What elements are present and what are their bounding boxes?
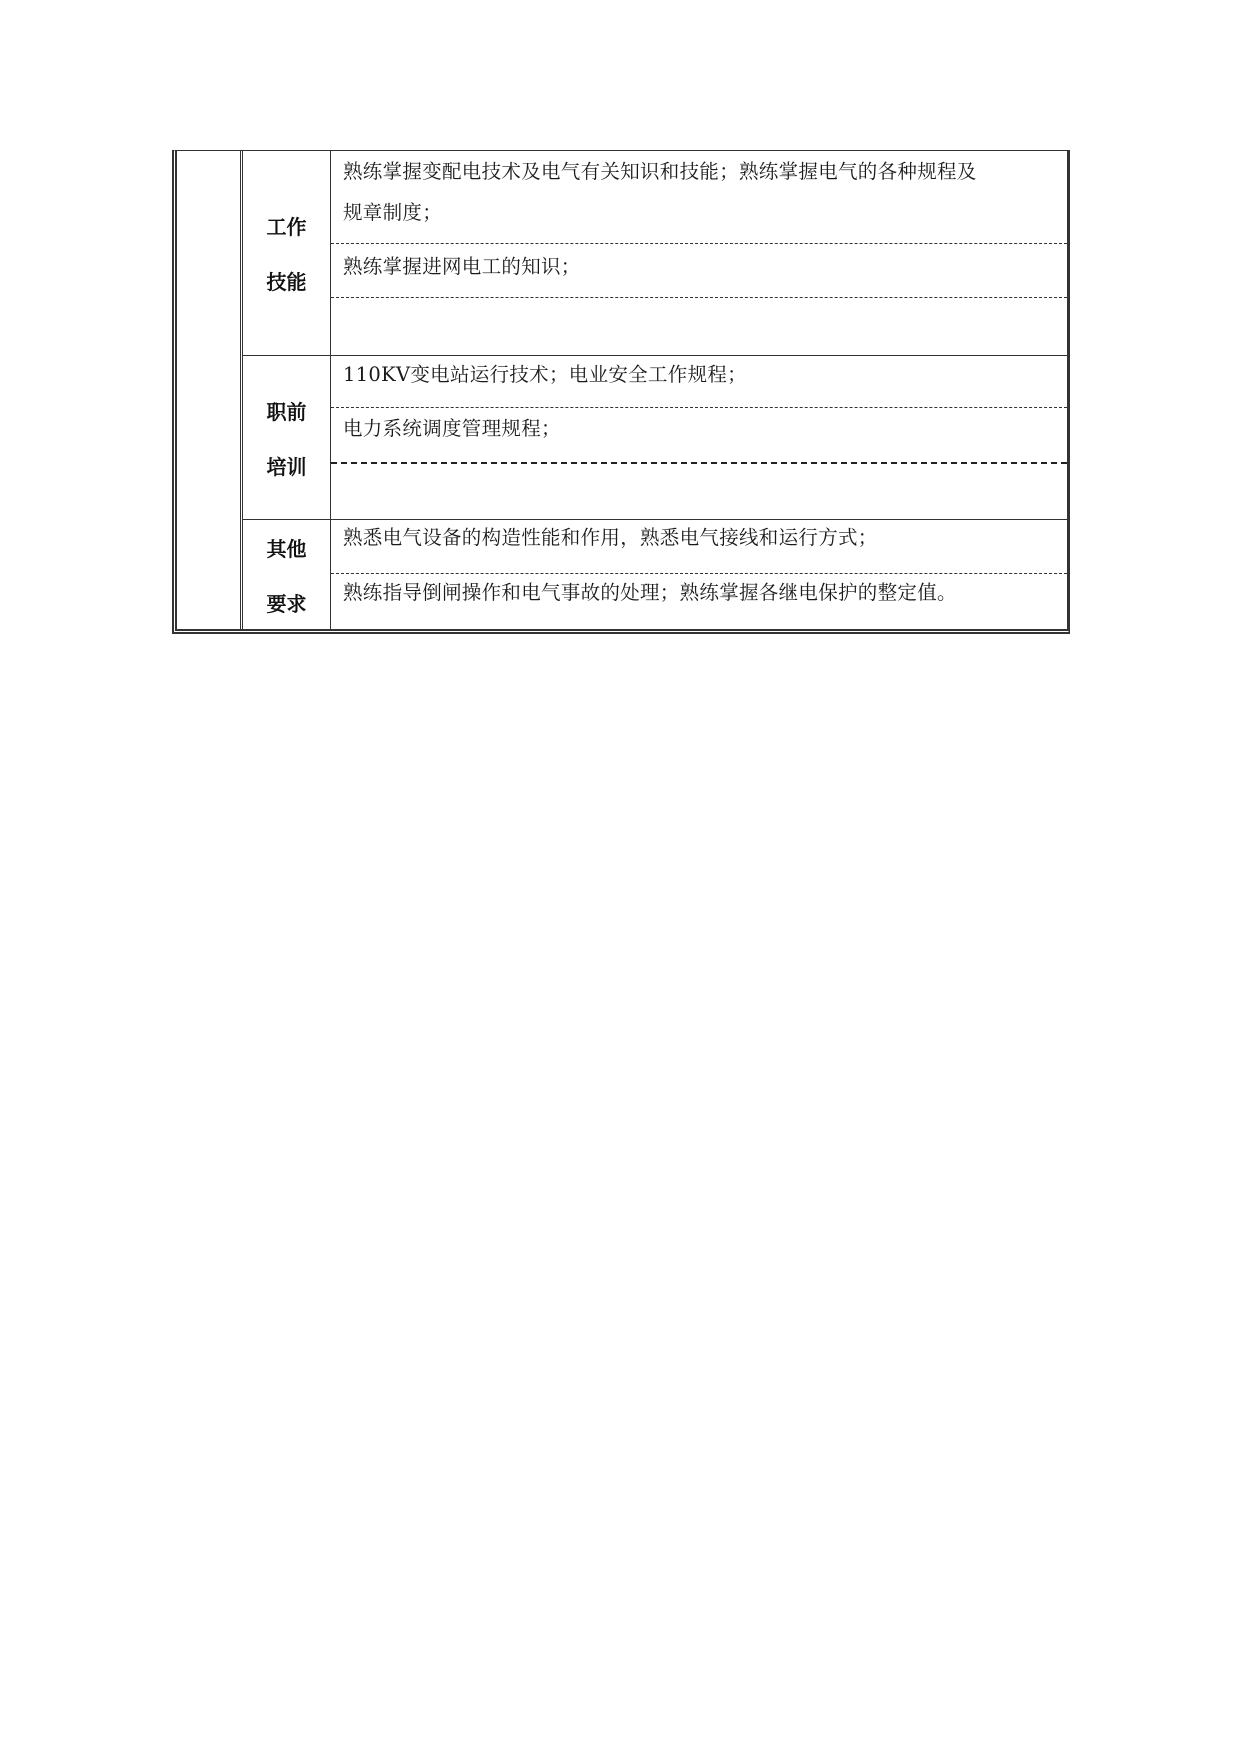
row-content-pre-job-training — [331, 356, 1067, 519]
row-content-other-requirements — [331, 520, 1067, 630]
table-left-blank-column — [177, 151, 243, 629]
row-label-line-2: 要求 — [266, 592, 307, 616]
row-label-pre-job-training — [243, 356, 331, 519]
table-row-other-requirements — [243, 519, 1067, 630]
requirements-table — [172, 150, 1070, 634]
row-label-other-requirements — [243, 520, 331, 630]
content-line: 电力系统调度管理规程； — [343, 417, 561, 440]
content-line: 熟练掌握变配电技术及电气有关知识和技能；熟练掌握电气的各种规程及 — [343, 160, 977, 183]
content-line: 110KV变电站运行技术；电业安全工作规程； — [343, 363, 747, 386]
dashed-divider — [331, 243, 1067, 244]
row-label-line-2: 技能 — [266, 270, 307, 294]
dashed-divider — [331, 462, 1067, 464]
content-line: 熟悉电气设备的构造性能和作用，熟悉电气接线和运行方式； — [343, 526, 878, 549]
row-label-line-1: 工作 — [266, 215, 307, 239]
row-label-work-skills — [243, 151, 331, 355]
content-line: 熟练指导倒闸操作和电气事故的处理；熟练掌握各继电保护的整定值。 — [343, 581, 957, 604]
dashed-divider — [331, 407, 1067, 408]
table-row-pre-job-training — [243, 355, 1067, 519]
row-content-work-skills — [331, 151, 1067, 355]
row-label-line-2: 培训 — [266, 454, 307, 479]
content-line: 熟练掌握进网电工的知识； — [343, 255, 581, 278]
row-label-line-1: 其他 — [266, 537, 307, 561]
table-row-work-skills — [243, 151, 1067, 355]
dashed-divider — [331, 573, 1067, 574]
row-label-line-1: 职前 — [266, 399, 307, 424]
content-line: 规章制度； — [343, 201, 443, 224]
dashed-divider — [331, 297, 1067, 298]
